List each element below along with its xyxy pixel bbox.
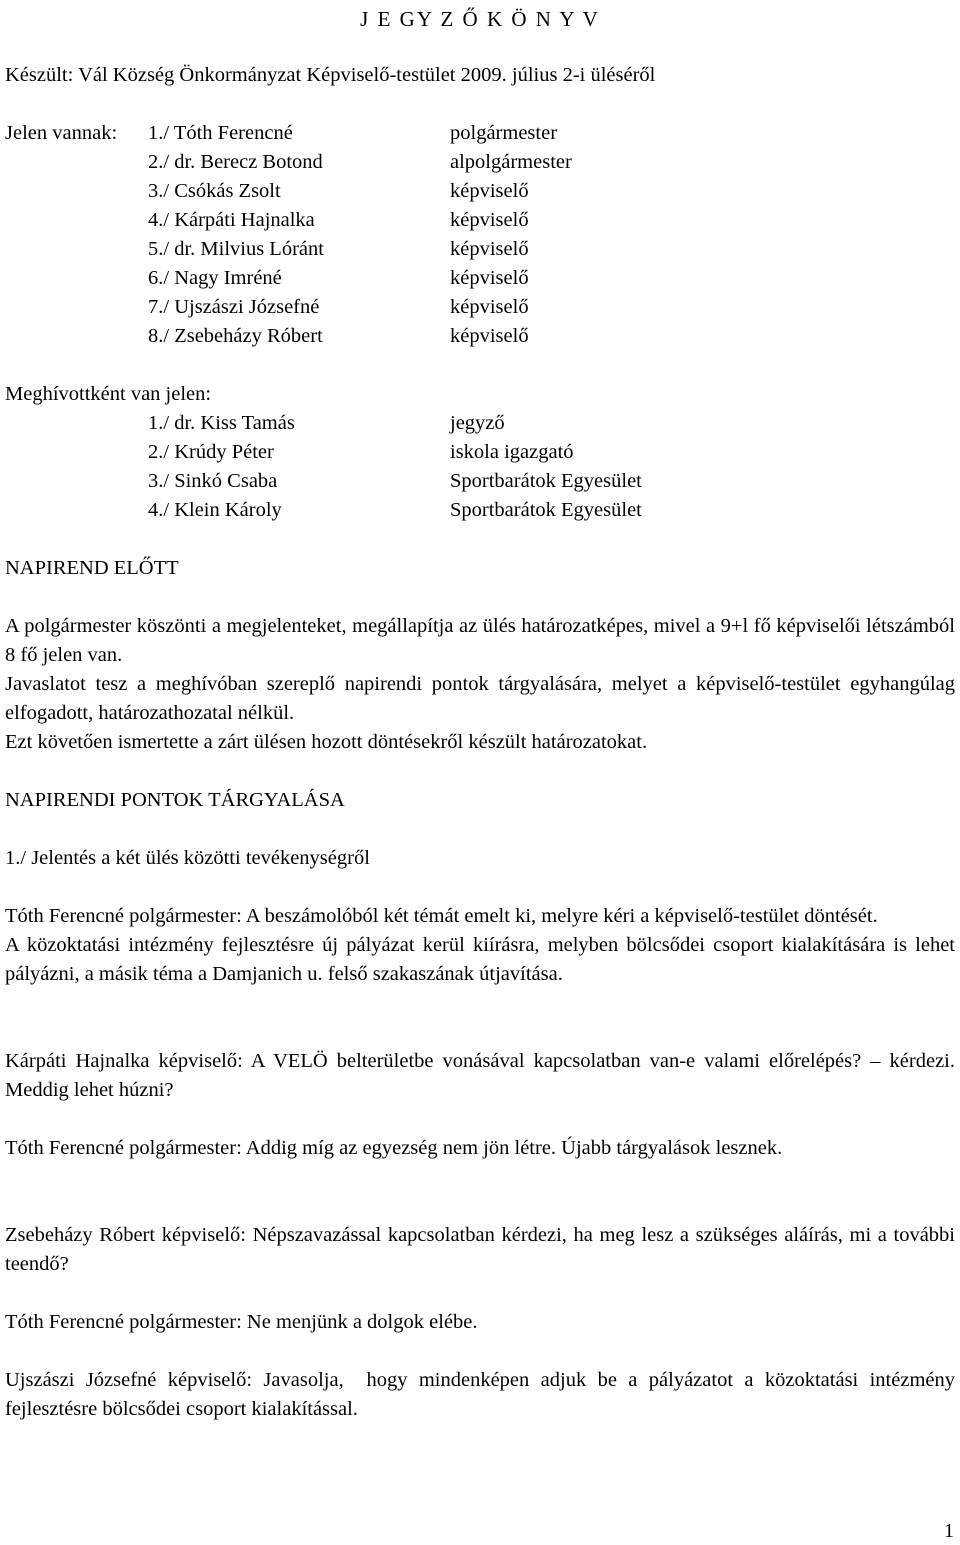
- paragraph: Ujszászi Józsefné képviselő: Javasolja, hogy mindenképen adjuk be a pályázatot a közoktatási intézmény fejlesztésre bölcsődei csoport kialakítással.: [5, 1369, 960, 1420]
- invited-role: Sportbarátok Egyesület: [450, 470, 642, 492]
- discussion-block-6: [5, 1366, 960, 1424]
- paragraph: Tóth Ferencné polgármester: A beszámolóból két témát emelt ki, melyre kéri a képviselő-testület döntését.: [5, 905, 878, 927]
- document-subtitle: Készült: Vál Község Önkormányzat Képviselő-testület 2009. július 2-i üléséről: [5, 64, 656, 86]
- present-role: képviselő: [450, 267, 529, 289]
- invited-role: Sportbarátok Egyesület: [450, 499, 642, 521]
- present-name: 3./ Csókás Zsolt: [148, 180, 281, 202]
- present-role: polgármester: [450, 122, 558, 144]
- paragraph: Javaslatot tesz a meghívóban szereplő napirendi pontok tárgyalására, melyet a képviselő-testület egyhangúlag elfogadott, határozathozatal nélkül.: [5, 673, 955, 724]
- present-label: Jelen vannak:: [5, 122, 118, 144]
- present-name: 1./ Tóth Ferencné: [148, 122, 293, 144]
- present-role: képviselő: [450, 180, 529, 202]
- paragraph: A polgármester köszönti a megjelenteket, megállapítja az ülés határozatképes, mivel a 9+l fő képviselői létszámból 8 fő jelen van.: [5, 615, 955, 666]
- invited-role: jegyző: [450, 412, 505, 434]
- invited-role: iskola igazgató: [450, 441, 574, 463]
- invited-name: 4./ Klein Károly: [148, 499, 282, 521]
- present-name: 8./ Zsebeházy Róbert: [148, 325, 323, 347]
- document-title: J E GY Z Ő K Ö N Y V: [360, 7, 600, 31]
- present-name: 5./ dr. Milvius Lóránt: [148, 238, 324, 260]
- discussion-block-4: [5, 1221, 955, 1279]
- present-role: alpolgármester: [450, 151, 572, 173]
- present-name: 6./ Nagy Imréné: [148, 267, 282, 289]
- section-heading-napirend-elott: NAPIREND ELŐTT: [5, 557, 179, 579]
- page-number: 1: [944, 1520, 954, 1542]
- present-name: 7./ Ujszászi Józsefné: [148, 296, 320, 318]
- paragraph: Tóth Ferencné polgármester: Ne menjünk a dolgok elébe.: [5, 1311, 478, 1333]
- invited-name: 3./ Sinkó Csaba: [148, 470, 278, 492]
- napirend-elott-text: [5, 612, 955, 757]
- paragraph: Zsebeházy Róbert képviselő: Népszavazással kapcsolatban kérdezi, ha meg lesz a szükséges aláírás, mi a további teendő?: [5, 1224, 955, 1275]
- paragraph: Ezt követően ismertette a zárt ülésen hozott döntésekről készült határozatokat.: [5, 731, 648, 753]
- present-role: képviselő: [450, 325, 529, 347]
- invited-roles: [450, 409, 642, 525]
- present-name: 2./ dr. Berecz Botond: [148, 151, 323, 173]
- paragraph: Kárpáti Hajnalka képviselő: A VELÖ belterületbe vonásával kapcsolatban van-e valami előrelépés? – kérdezi. Meddig lehet húzni?: [5, 1050, 955, 1101]
- present-role: képviselő: [450, 296, 529, 318]
- present-role: képviselő: [450, 209, 529, 231]
- paragraph: A közoktatási intézmény fejlesztésre új pályázat kerül kiírásra, melyben bölcsődei csoport kialakítására is lehet pályázni, a másik téma a Damjanich u. felső szakaszának útjavítása.: [5, 934, 955, 985]
- section-heading-napirendi-pontok: NAPIRENDI PONTOK TÁRGYALÁSA: [5, 789, 345, 811]
- invited-name: 2./ Krúdy Péter: [148, 441, 274, 463]
- agenda-item-1: 1./ Jelentés a két ülés közötti tevékenységről: [5, 847, 370, 869]
- present-role: képviselő: [450, 238, 529, 260]
- discussion-block-5: [5, 1308, 955, 1337]
- discussion-block-3: [5, 1134, 955, 1163]
- discussion-block-2: [5, 1047, 955, 1105]
- present-names: [148, 119, 324, 351]
- invited-label: Meghívottként van jelen:: [5, 383, 212, 405]
- discussion-block-1: [5, 902, 955, 989]
- present-name: 4./ Kárpáti Hajnalka: [148, 209, 315, 231]
- invited-name: 1./ dr. Kiss Tamás: [148, 412, 295, 434]
- present-roles: [450, 119, 572, 351]
- paragraph: Tóth Ferencné polgármester: Addig míg az egyezség nem jön létre. Újabb tárgyalások lesznek.: [5, 1137, 783, 1159]
- invited-names: [148, 409, 295, 525]
